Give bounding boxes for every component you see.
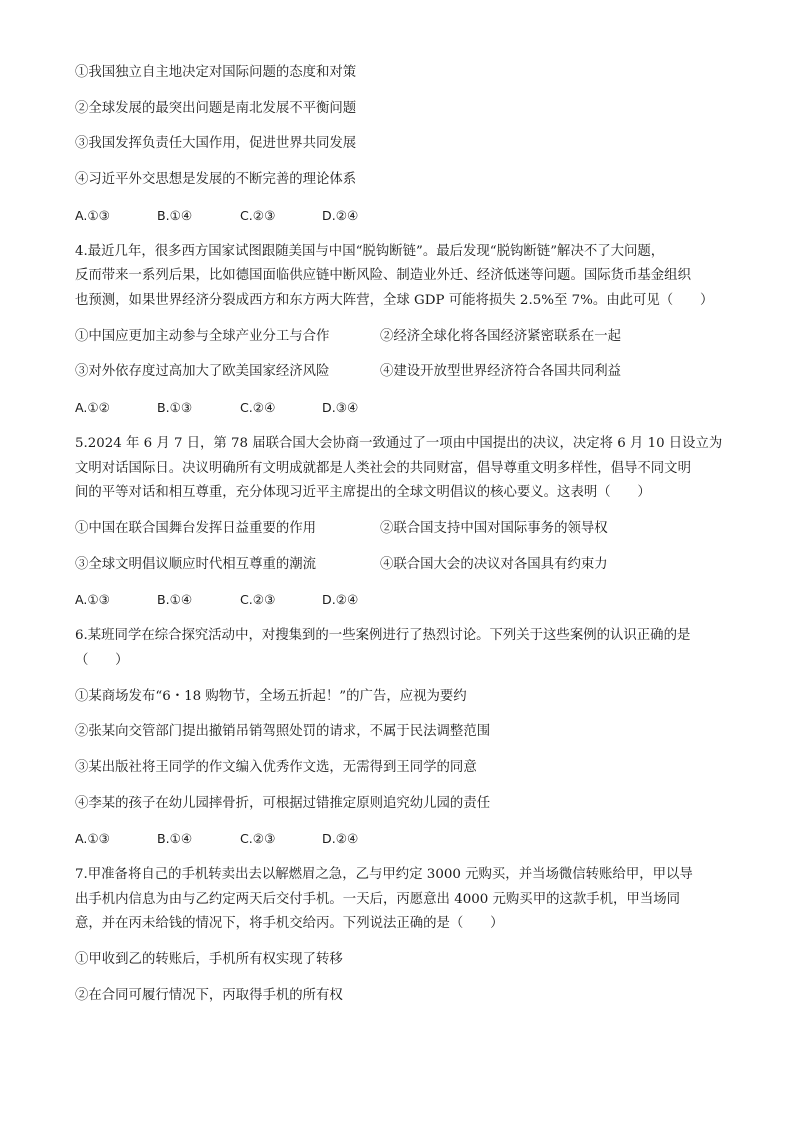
choice-c: C.②④ (240, 400, 276, 415)
choice-a: A.①② (75, 400, 110, 415)
statement-4: ④李某的孩子在幼儿园摔骨折，可根据过错推定原则追究幼儿园的责任 (75, 796, 491, 811)
question-7-line-2: 出手机内信息为由与乙约定两天后交付手机。一天后，丙愿意出 4000 元购买甲的这款手机，甲当场同 (75, 892, 680, 907)
statement-4: ④联合国大会的决议对各国具有约束力 (380, 557, 608, 572)
statement-1: ①甲收到乙的转账后，手机所有权实现了转移 (75, 952, 343, 967)
question-4-line-3: 也预测，如果世界经济分裂成西方和东方两大阵营，全球 GDP 可能将损失 2.5%至 7%。由此可见（ ） (75, 293, 714, 308)
question-5-line-3: 间的平等对话和相互尊重，充分体现习近平主席提出的全球文明倡议的核心要义。这表明（ ） (75, 485, 651, 500)
choice-c: C.②③ (240, 208, 276, 223)
statement-3: ③我国发挥负责任大国作用，促进世界共同发展 (75, 136, 357, 151)
question-7-line-3: 意，并在丙未给钱的情况下，将手机交给丙。下列说法正确的是（ ） (75, 916, 504, 931)
choice-a: A.①③ (75, 592, 110, 607)
question-6-line-1: 6.某班同学在综合探究活动中，对搜集到的一些案例进行了热烈讨论。下列关于这些案例的认识正确的是 (75, 628, 691, 643)
question-6-line-2: （ ） (75, 653, 129, 668)
choice-b: B.①③ (157, 400, 193, 415)
choice-d: D.②④ (322, 831, 359, 846)
statement-1: ①中国在联合国舞台发挥日益重要的作用 (75, 521, 317, 536)
statement-1: ①我国独立自主地决定对国际问题的态度和对策 (75, 65, 357, 80)
statement-2: ②联合国支持中国对国际事务的领导权 (380, 521, 608, 536)
statement-3: ③某出版社将王同学的作文编入优秀作文选，无需得到王同学的同意 (75, 760, 477, 775)
statement-1: ①某商场发布“6・18 购物节，全场五折起！”的广告，应视为要约 (75, 689, 467, 704)
statement-3: ③全球文明倡议顺应时代相互尊重的潮流 (75, 557, 317, 572)
choice-a: A.①③ (75, 208, 110, 223)
statement-4: ④习近平外交思想是发展的不断完善的理论体系 (75, 172, 357, 187)
choice-c: C.②③ (240, 592, 276, 607)
statement-2: ②全球发展的最突出问题是南北发展不平衡问题 (75, 101, 357, 116)
statement-2: ②经济全球化将各国经济紧密联系在一起 (380, 329, 622, 344)
question-4-line-1: 4.最近几年，很多西方国家试图跟随美国与中国“脱钩断链”。最后发现“脱钩断链”解决不了大问题， (75, 244, 665, 259)
question-7-line-1: 7.甲准备将自己的手机转卖出去以解燃眉之急，乙与甲约定 3000 元购买，并当场微信转账给甲，甲以导 (75, 867, 693, 882)
choice-d: D.③④ (322, 400, 359, 415)
choice-b: B.①④ (157, 831, 193, 846)
choice-a: A.①③ (75, 831, 110, 846)
choice-d: D.②④ (322, 208, 359, 223)
choice-b: B.①④ (157, 592, 193, 607)
statement-2: ②在合同可履行情况下，丙取得手机的所有权 (75, 988, 343, 1003)
question-4-line-2: 反而带来一系列后果，比如德国面临供应链中断风险、制造业外迁、经济低迷等问题。国际货币基金组织 (75, 268, 691, 283)
choice-b: B.①④ (157, 208, 193, 223)
question-5-line-1: 5.2024 年 6 月 7 日，第 78 届联合国大会协商一致通过了一项由中国提出的决议，决定将 6 月 10 日设立为 (75, 436, 723, 451)
statement-1: ①中国应更加主动参与全球产业分工与合作 (75, 329, 330, 344)
choice-d: D.②④ (322, 592, 359, 607)
question-5-line-2: 文明对话国际日。决议明确所有文明成就都是人类社会的共同财富，倡导尊重文明多样性，倡导不同文明 (75, 461, 691, 476)
statement-4: ④建设开放型世界经济符合各国共同利益 (380, 364, 622, 379)
statement-3: ③对外依存度过高加大了欧美国家经济风险 (75, 364, 330, 379)
choice-c: C.②③ (240, 831, 276, 846)
statement-2: ②张某向交管部门提出撤销吊销驾照处罚的请求，不属于民法调整范围 (75, 724, 491, 739)
